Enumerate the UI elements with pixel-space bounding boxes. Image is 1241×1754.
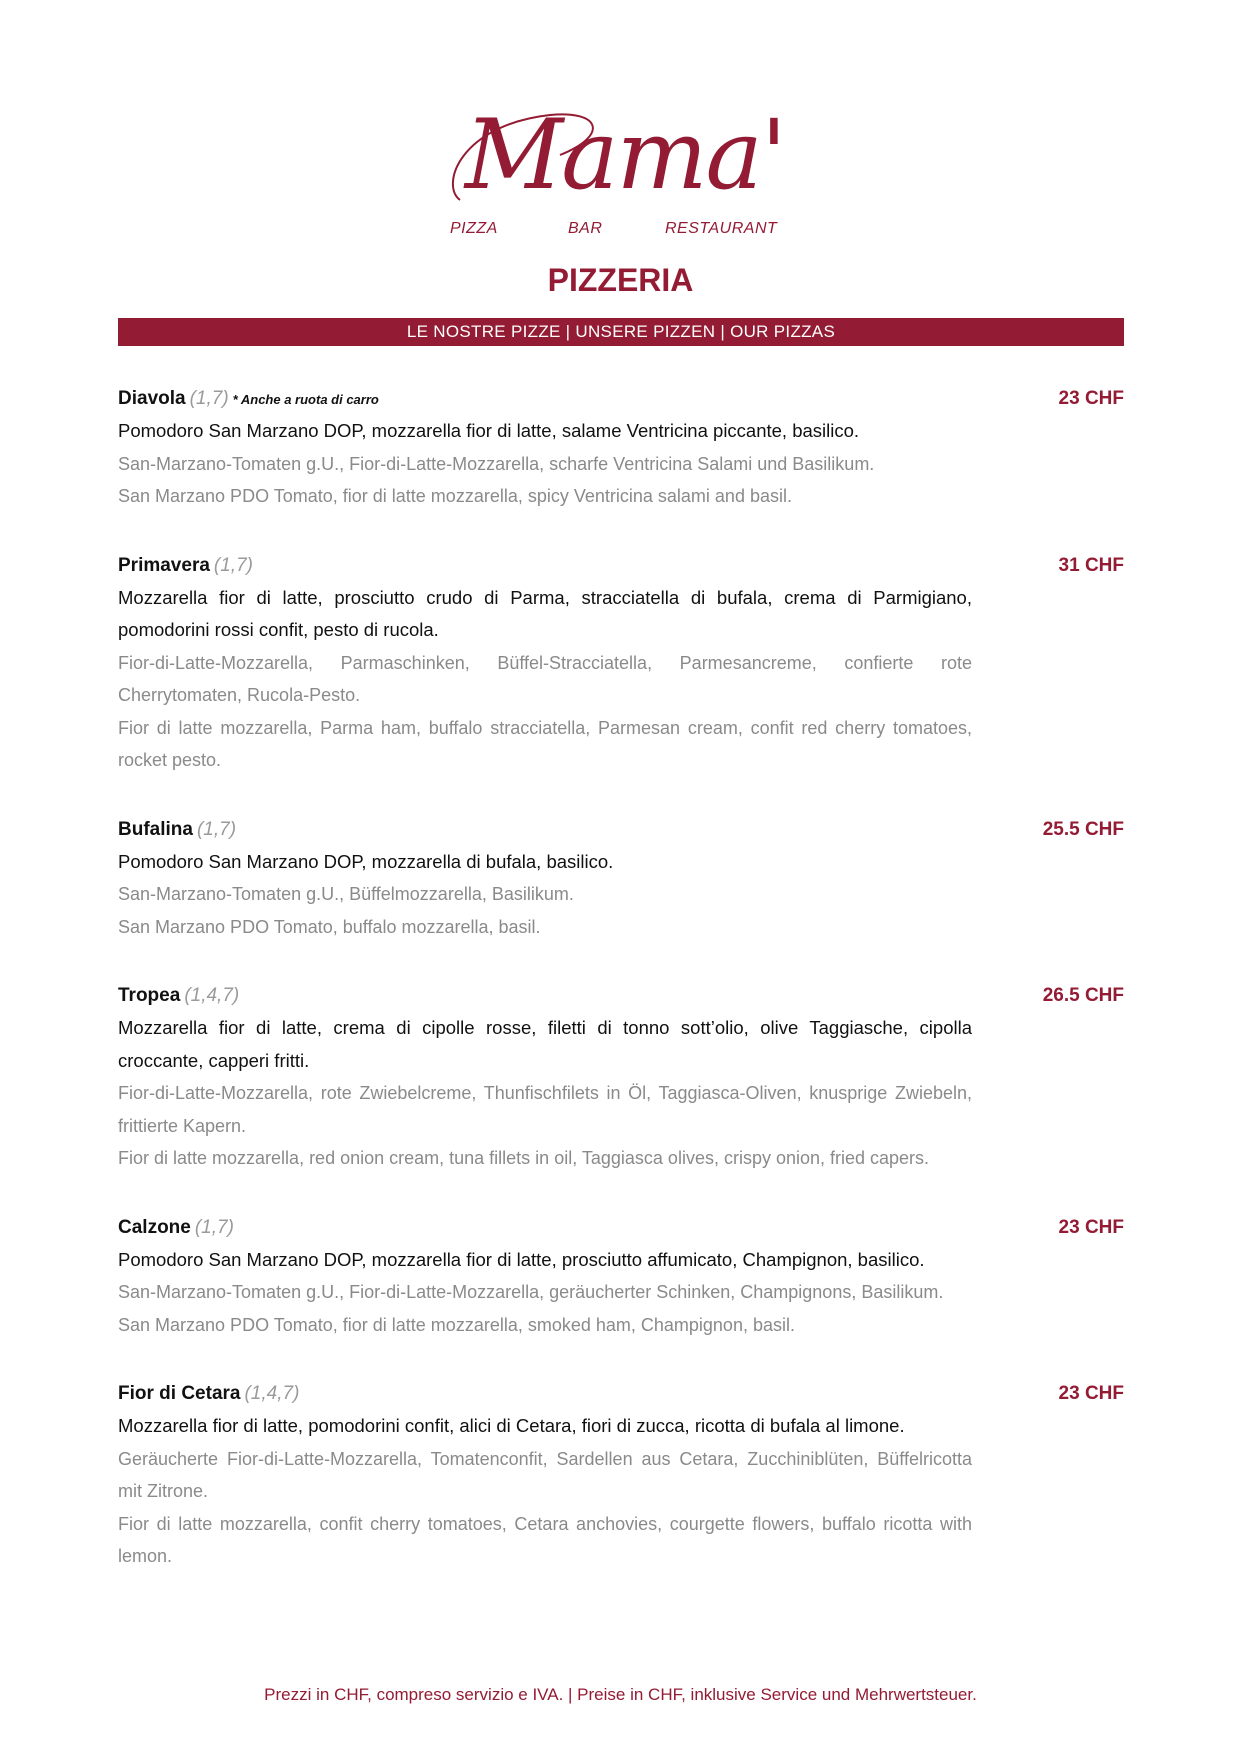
item-desc-de: Fior-di-Latte-Mozzarella, Parmaschinken, Büffel-Stracciatella, Parmesancreme, confierte rote Cherrytomaten, Rucola-Pesto. (118, 652, 972, 705)
item-desc-it: Pomodoro San Marzano DOP, mozzarella fior di latte, salame Ventricina piccante, basilico. (118, 420, 860, 441)
brand-logo (440, 99, 810, 245)
logo-sub-pizza: PIZZA (450, 220, 498, 237)
item-price: 31 CHF (1058, 554, 1124, 576)
item-head (118, 550, 1124, 582)
item-price: 26.5 CHF (1042, 985, 1124, 1006)
item-allergens: (1,7) (194, 1216, 234, 1238)
item-desc-en: San Marzano PDO Tomato, buffalo mozzarella, basil. (118, 916, 541, 937)
item-head (118, 1378, 1124, 1410)
item-desc-it: Mozzarella fior di latte, pomodorini confit, alici di Cetara, fiori di zucca, ricotta di bufala al limone. (118, 1415, 905, 1436)
item-name: Bufalina (118, 818, 193, 840)
item-desc-de: San-Marzano-Tomaten g.U., Büffelmozzarella, Basilikum. (118, 884, 574, 904)
item-name: Diavola (118, 388, 186, 409)
item-head (118, 383, 1124, 415)
menu-item (118, 980, 1124, 1175)
logo-wordmark: Mama' (464, 99, 786, 211)
menu-item (118, 814, 1124, 944)
menu-item (118, 1212, 1124, 1342)
item-desc-de: San-Marzano-Tomaten g.U., Fior-di-Latte-Mozzarella, scharfe Ventricina Salami und Basilikum. (118, 453, 875, 474)
item-desc-en: Fior di latte mozzarella, confit cherry tomatoes, Cetara anchovies, courgette flowers, buffalo ricotta with lemon. (118, 1513, 972, 1566)
item-desc-en: Fior di latte mozzarella, Parma ham, buffalo stracciatella, Parmesan cream, confit red cherry tomatoes, rocket pesto. (118, 717, 972, 770)
item-price: 23 CHF (1058, 1216, 1124, 1238)
menu-item (118, 383, 1124, 513)
item-allergens: (1,7) (196, 818, 237, 840)
item-name: Tropea (118, 985, 181, 1006)
item-desc-it: Mozzarella fior di latte, prosciutto crudo di Parma, stracciatella di bufala, crema di Parmigiano, pomodorini rossi confit, pesto di rucola. (118, 586, 972, 640)
item-desc-en: Fior di latte mozzarella, red onion cream, tuna fillets in oil, Taggiasca olives, crispy onion, fried capers. (118, 1148, 930, 1168)
logo-sub-restaurant: RESTAURANT (665, 220, 778, 237)
logo-sub-bar: BAR (568, 220, 603, 237)
item-name: Primavera (118, 554, 210, 576)
item-desc-it: Pomodoro San Marzano DOP, mozzarella fior di latte, prosciutto affumicato, Champignon, basilico. (118, 1248, 925, 1270)
item-desc-en: San Marzano PDO Tomato, fior di latte mozzarella, smoked ham, Champignon, basil. (118, 1314, 795, 1335)
item-name: Fior di Cetara (118, 1383, 241, 1404)
item-head (118, 1212, 1124, 1244)
item-head (118, 980, 1124, 1012)
item-note: * Anche a ruota di carro (232, 392, 379, 407)
item-allergens: (1,7) (213, 554, 253, 576)
page-title: PIZZERIA (547, 262, 694, 298)
menu-item (118, 550, 1124, 777)
item-desc-de: San-Marzano-Tomaten g.U., Fior-di-Latte-Mozzarella, geräucherter Schinken, Champignons, Basilikum. (118, 1282, 944, 1302)
menu-item (118, 1378, 1124, 1573)
item-desc-en: San Marzano PDO Tomato, fior di latte mozzarella, spicy Ventricina salami and basil. (118, 486, 792, 506)
item-desc-it: Pomodoro San Marzano DOP, mozzarella di bufala, basilico. (118, 850, 614, 872)
item-allergens: (1,4,7) (184, 985, 240, 1006)
item-price: 23 CHF (1058, 1383, 1124, 1404)
price-footnote: Prezzi in CHF, compreso servizio e IVA. | Preise in CHF, inklusive Service und Mehrwertsteuer. (264, 1685, 977, 1704)
item-desc-it: Mozzarella fior di latte, crema di cipolle rosse, filetti di tonno sott’olio, olive Taggiasche, cipolla croccante, capperi fritti. (118, 1017, 972, 1071)
item-price: 25.5 CHF (1042, 818, 1124, 840)
menu-items (118, 383, 1124, 1610)
item-head (118, 814, 1124, 846)
item-allergens: (1,4,7) (244, 1383, 300, 1404)
item-desc-de: Fior-di-Latte-Mozzarella, rote Zwiebelcreme, Thunfischfilets in Öl, Taggiasca-Oliven, knusprige Zwiebeln, frittierte Kapern. (118, 1083, 972, 1136)
item-allergens: (1,7) (189, 388, 229, 409)
item-name: Calzone (118, 1216, 191, 1238)
item-desc-de: Geräucherte Fior-di-Latte-Mozzarella, Tomatenconfit, Sardellen aus Cetara, Zucchiniblüten, Büffelricotta mit Zitrone. (118, 1448, 972, 1501)
section-band: LE NOSTRE PIZZE | UNSERE PIZZEN | OUR PIZZAS (118, 318, 1124, 346)
item-price: 23 CHF (1058, 388, 1124, 409)
